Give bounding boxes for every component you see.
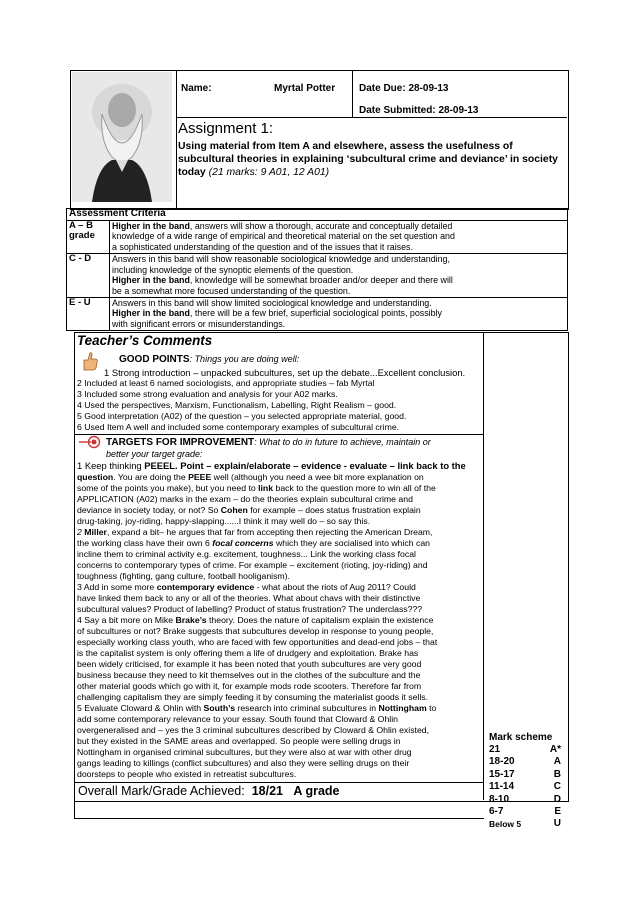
criteria-description: Answers in this band will show reasonable sociological knowledge and understanding, including knowledge of the synoptic elements of the question. Higher in the band, knowledge will be somewhat broader and/or deeper and there will be a somewhat more focused understanding of the question. [110, 253, 568, 297]
name-value: Myrtal Potter [274, 83, 336, 94]
targets-heading: TARGETS FOR IMPROVEMENT: What to do in future to achieve, maintain or [106, 437, 431, 448]
target-line: especially working class youth, who are faced with few opportunities and dead-end jobs – that [77, 637, 438, 647]
mark-scheme-row: 8-10 D [489, 793, 561, 805]
assessment-criteria-table [66, 208, 568, 331]
header-divider-date [352, 70, 353, 117]
target-line: been widely criticised, for example it has been noted that youth subcultures are very good [77, 659, 422, 669]
target-line: 3 Add in some more contemporary evidence - what about the riots of Aug 2011? Could [77, 582, 416, 592]
target-line: 2 Miller, expand a bit– he argues that far from accepting then rejecting the American Dream, [77, 527, 433, 537]
mark-scheme [489, 731, 561, 831]
target-line: business because they need to kit themselves out in the clothes of the subculture and the [77, 670, 421, 680]
target-line: is the capitalist system is only offering them a life of drudgery and exploitation. Brake has [77, 648, 419, 658]
mark-scheme-row: Below 5 U [489, 818, 561, 830]
target-line: add some contemporary relevance to your essay. South found that Cloward & Ohlin [77, 714, 398, 724]
target-line: drug-taking, joy-riding, happy-slapping......I think it may well do – so say this. [77, 516, 371, 526]
target-line: 1 Keep thinking PEEEL. Point – explain/elaborate – evidence - evaluate – link back to the [77, 460, 466, 471]
good-point-item: 5 Good interpretation (A02) of the question – you selected appropriate material, good. [77, 411, 407, 421]
criteria-heading: Assessment Criteria [67, 209, 568, 221]
criteria-line: be a somewhat more focused understanding of the question. [112, 285, 351, 296]
question-text: Using material from Item A and elsewhere, assess the usefulness of subcultural theories in explaining ‘subcultural crime and deviance’ in society today [178, 141, 558, 178]
target-line: some of the points you make), but you need to link back to the question more to win all of the [77, 483, 436, 493]
criteria-line: Answers in this band will show limited sociological knowledge and understanding. [112, 297, 432, 308]
marks-allocation: (21 marks: 9 A01, 12 A01) [208, 167, 330, 178]
assignment-title: Assignment 1: [178, 120, 274, 137]
target-line: but they existed in the SAME areas and overlapped. So people were selling drugs in [77, 736, 401, 746]
portrait-image [72, 72, 172, 202]
good-point-item: 4 Used the perspectives, Marxism, Functionalism, Labelling, Right Realism – good. [77, 400, 397, 410]
criteria-row [67, 220, 568, 253]
target-line: Nottingham in organised criminal subcultures, but they were also at war with other drug [77, 747, 412, 757]
assignment-question [178, 140, 558, 179]
target-line: of subcultures or not? Brake suggests that subcultures develop in response to young people, [77, 626, 434, 636]
target-line: question. You are doing the PEEE well (although you need a wee bit more explanation on [77, 472, 424, 482]
target-line: other material goods which go with it, for example mods rode scooters. Therefore far from [77, 681, 422, 691]
mark-scheme-row: 21 A* [489, 744, 561, 755]
overall-grade: Overall Mark/Grade Achieved: 18/21 A grade [78, 784, 340, 798]
comments-section-divider [74, 434, 483, 435]
target-line: APPLICATION (A02) marks in the exam – do the theories explain subcultural crime and [77, 494, 413, 504]
mark-scheme-row: 11-14 C [489, 781, 561, 793]
target-line: 5 Evaluate Cloward & Ohlin with South’s research into criminal subcultures in Nottingham to [77, 703, 437, 713]
date-due: Date Due: 28-09-13 [359, 83, 449, 94]
criteria-grade: C - D [67, 253, 110, 297]
thumbs-up-icon [81, 351, 99, 371]
good-point-item: 1 Strong introduction – unpacked subcultures, set up the debate...Excellent conclusion. [104, 367, 466, 378]
header-divider-vertical [176, 70, 177, 208]
criteria-row [67, 297, 568, 330]
criteria-line: Answers in this band will show reasonable sociological knowledge and understanding, [112, 253, 450, 264]
target-line: doorsteps to people who existed in retreatist subcultures. [77, 769, 297, 779]
mark-scheme-row: 15-17 B [489, 768, 561, 780]
date-submitted: Date Submitted: 28-09-13 [359, 105, 479, 116]
criteria-row [67, 253, 568, 297]
good-point-item: 6 Used Item A well and included some contemporary examples of subcultural crime. [77, 422, 400, 432]
mark-scheme-title: Mark scheme [489, 732, 553, 743]
target-line: deviance in society today, or not? So Cohen for example – does status frustration explain [77, 505, 421, 515]
criteria-grade: A – B grade [67, 220, 110, 253]
target-line: subcultural values? Product of labelling? Product of status frustration? The underclass??? [77, 604, 423, 614]
target-line: the working class have their own 6 focal concerns which they are socialised into which can [77, 538, 431, 548]
target-line: concerns to contemporary types of crime. For example – excitement (rioting, joy-riding) and [77, 560, 428, 570]
header-divider-horizontal [176, 117, 567, 118]
mark-scheme-row: 18-20 A [489, 756, 561, 768]
target-line: incline them to criminal activity e.g. excitement, toughness... Link the working class focal [77, 549, 416, 559]
criteria-line: including knowledge of the synoptic elements of the question. [112, 264, 354, 275]
criteria-description: Answers in this band will show limited sociological knowledge and understanding. Higher in the band, there will be a few brief, superficial sociological points, possibly with significant errors or misunderstandings. [110, 297, 568, 330]
targets-subheading: better your target grade: [106, 449, 203, 459]
target-icon [79, 435, 101, 449]
target-line: gangs leading to killings (conflict subcultures) and also they were selling drugs on their [77, 758, 410, 768]
criteria-line: a sophisticated understanding of the question and of the issues that it raises. [112, 242, 413, 253]
good-points-heading: GOOD POINTS: Things you are doing well: [119, 354, 300, 365]
target-line: 4 Say a bit more on Mike Brake’s theory. Does the nature of capitalism explain the existence [77, 615, 434, 625]
name-label: Name: [181, 83, 212, 94]
comments-title: Teacher’s Comments [77, 333, 213, 348]
target-line: overgeneralised and – yes the 3 criminal subcultures described by Cloward & Ohlin existed, [77, 725, 430, 735]
criteria-line: knowledge of a wide range of empirical and theoretical material on the set question and [112, 231, 455, 242]
target-line: have linked them back to any or all of the theories. What about chavs with their distinctive [77, 593, 421, 603]
target-line: challenging capitalism they are simply feeding it by consuming the materialist goods it sells. [77, 692, 429, 702]
good-point-item: 3 Included some strong evaluation and analysis for your A02 marks. [77, 389, 338, 399]
criteria-line: with significant errors or misunderstandings. [112, 319, 286, 330]
mark-scheme-row: 6-7 E [489, 806, 561, 818]
comments-divider [483, 332, 484, 800]
criteria-grade: E - U [67, 297, 110, 330]
target-line: toughness (fighting, gang culture, football hooliganism). [77, 571, 290, 581]
good-point-item: 2 Included at least 6 named sociologists, and appropriate studies – fab Myrtal [77, 378, 375, 388]
criteria-description: Higher in the band, answers will show a thorough, accurate and conceptually detailed knowledge of a wide range of empirical and theoretical material on the set question and a sophisticated understanding of the question and of the issues that it raises. [110, 220, 568, 253]
